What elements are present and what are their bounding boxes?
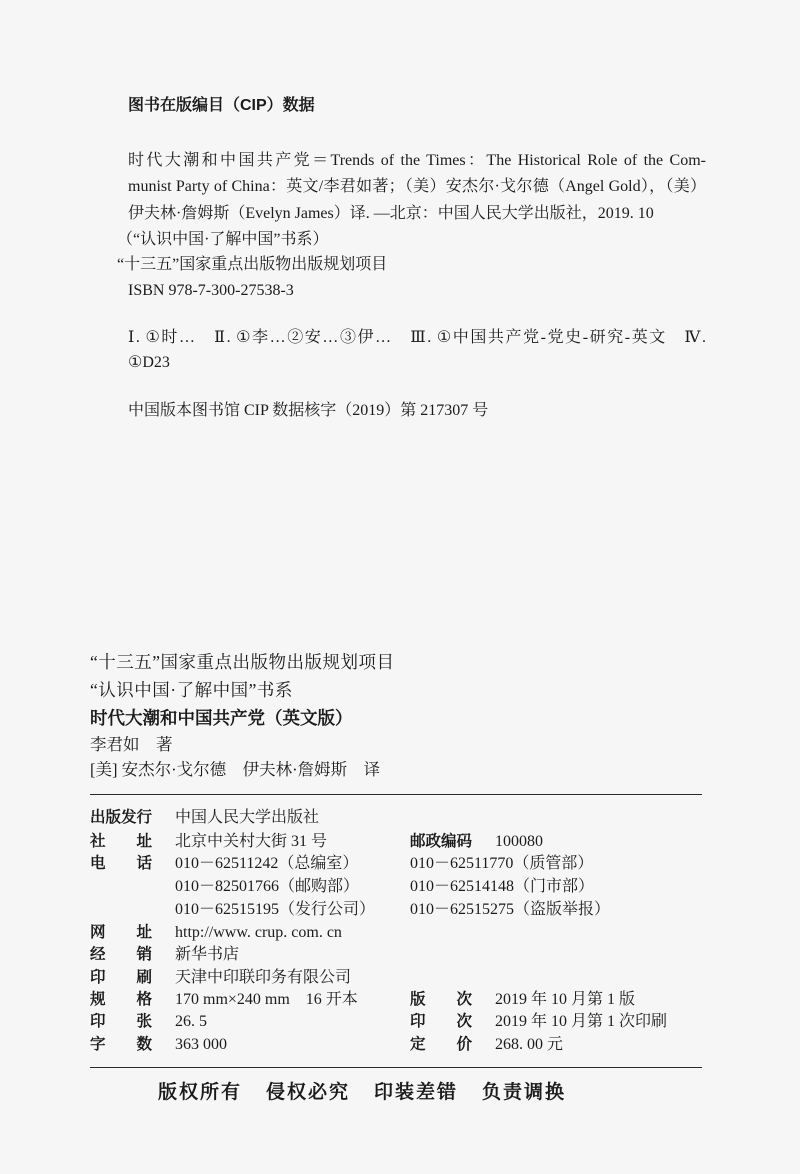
cip-isbn: ISBN 978-7-300-27538-3 [128,282,294,299]
word-count-label: 字 数 [90,1036,153,1053]
cip-classification-line: ①D23 [128,354,170,371]
cip-entry-line: 伊夫林·詹姆斯（Evelyn James）译. —北京：中国人民大学出版社，2019. 10 [128,205,654,222]
cip-heading: 图书在版编目（CIP）数据 [128,97,315,114]
imprint-row-website [0,922,800,944]
impression-value: 2019 年 10 月第 1 次印刷 [495,1013,668,1030]
imprint-row-printer [0,967,800,989]
imprint-row-phone [0,876,800,898]
cip-record-number: 中国版本图书馆 CIP 数据核字（2019）第 217307 号 [128,402,489,419]
book-author: 李君如 著 [90,735,173,754]
phone-label: 电 话 [90,855,153,872]
sheets-value: 26. 5 [175,1013,207,1030]
phone-number: 010－62511242（总编室） [175,855,359,872]
imprint-row-address [0,831,800,853]
phone-number: 010－62511770（质管部） [410,855,594,872]
imprint-row-word-count [0,1034,800,1056]
word-count-value: 363 000 [175,1036,227,1053]
edition-label: 版 次 [410,991,473,1008]
price-label: 定 价 [410,1036,473,1053]
book-title: 时代大潮和中国共产党（英文版） [90,708,353,728]
imprint-row-format [0,989,800,1011]
imprint-row-distributor [0,944,800,966]
cip-classification-line: Ⅰ. ①时… Ⅱ. ①李…②安…③伊… Ⅲ. ①中国共产党-党史-研究-英文 Ⅳ. [128,329,706,346]
notice-phrase: 侵权必究 [266,1082,351,1103]
notice-phrase: 版权所有 [158,1082,243,1103]
impression-label: 印 次 [410,1013,473,1030]
printer-label: 印 刷 [90,969,153,986]
top-rule [90,794,702,795]
publisher-value: 中国人民大学出版社 [175,809,320,826]
cip-entry-line: 时代大潮和中国共产党＝Trends of the Times：The Historical Role of the Com- [128,152,706,169]
notice-phrase: 负责调换 [482,1082,567,1103]
phone-number: 010－82501766（邮购部） [175,878,360,895]
book-translators: [美] 安杰尔·戈尔德 伊夫林·詹姆斯 译 [90,760,381,779]
imprint-row-sheets [0,1011,800,1033]
phone-number: 010－62515275（盗版举报） [410,901,611,918]
imprint-row-publisher [0,807,800,829]
bottom-rule [90,1067,702,1068]
website-value: http://www. crup. com. cn [175,924,342,941]
address-label: 社 址 [90,833,153,850]
project-line: “十三五”国家重点出版物出版规划项目 [90,652,395,672]
website-label: 网 址 [90,924,153,941]
series-line: “认识中国·了解中国”书系 [90,680,293,700]
cip-project-line: “十三五”国家重点出版物出版规划项目 [117,256,388,273]
publisher-label: 出版发行 [90,809,153,826]
sheets-label: 印 张 [90,1013,153,1030]
postcode-label: 邮政编码 [410,833,473,850]
price-value: 268. 00 元 [495,1036,564,1053]
format-label: 规 格 [90,991,153,1008]
imprint-row-phone [0,853,800,875]
copyright-notice [158,1080,566,1106]
notice-phrase: 印装差错 [374,1082,459,1103]
postcode-value: 100080 [495,833,543,850]
cip-entry-line: munist Party of China：英文/李君如著；（美）安杰尔·戈尔德（Angel Gold），（美） [128,178,706,195]
phone-number: 010－62514148（门市部） [410,878,595,895]
printer-value: 天津中印联印务有限公司 [175,969,352,986]
edition-value: 2019 年 10 月第 1 版 [495,991,636,1008]
phone-number: 010－62515195（发行公司） [175,901,376,918]
cip-series-line: （“认识中国·了解中国”书系） [117,231,329,248]
address-value: 北京中关村大街 31 号 [175,833,328,850]
distributor-value: 新华书店 [175,946,240,963]
distributor-label: 经 销 [90,946,153,963]
format-value: 170 mm×240 mm 16 开本 [175,991,358,1008]
imprint-row-phone [0,899,800,921]
